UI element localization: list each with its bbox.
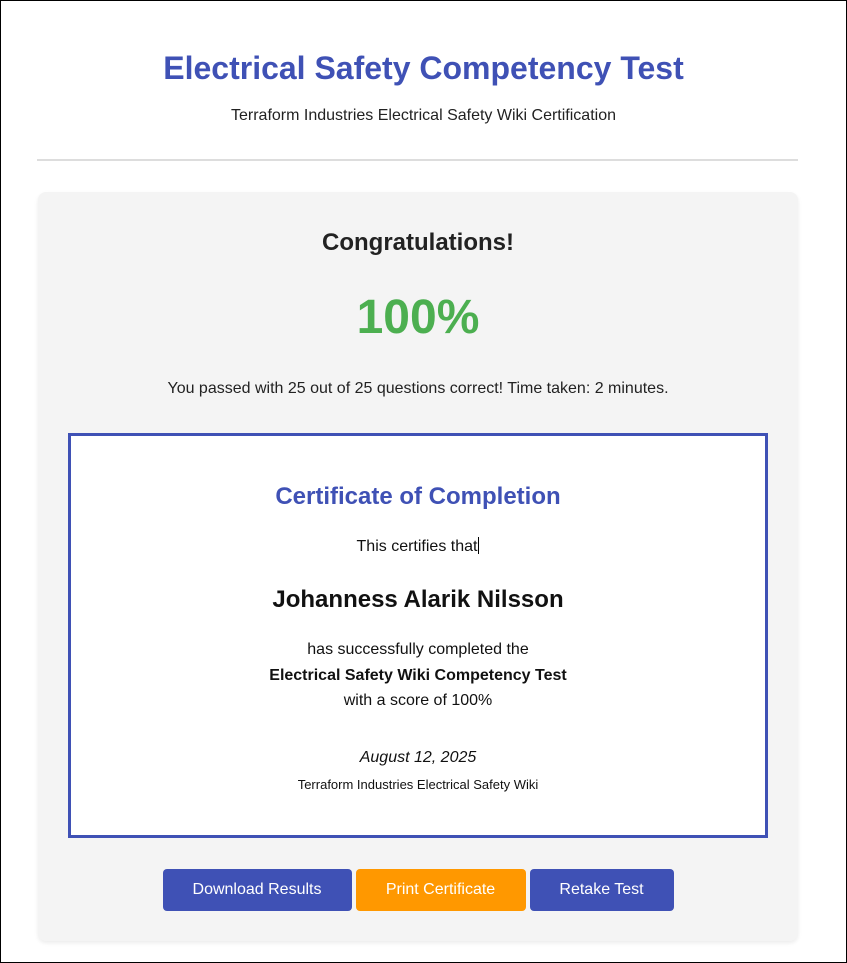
results-actions: [38, 869, 798, 911]
certificate-organization: Terraform Industries Electrical Safety Wiki: [297, 777, 539, 792]
certificate-completed-text: has successfully completed the: [307, 641, 529, 658]
certificate-score-text: with a score of 100%: [343, 692, 493, 709]
retake-test-button[interactable]: Retake Test: [530, 869, 674, 911]
download-results-button[interactable]: Download Results: [163, 869, 352, 911]
certificate: [68, 433, 768, 838]
results-card: [38, 192, 798, 941]
page-title: Electrical Safety Competency Test: [163, 50, 684, 86]
results-heading: Congratulations!: [322, 229, 514, 256]
certificate-certifies-text: This certifies that: [356, 538, 478, 555]
header-divider: [37, 159, 798, 161]
certificate-date: August 12, 2025: [359, 749, 477, 766]
page-header: [1, 1, 846, 125]
certificate-test-name: Electrical Safety Wiki Competency Test: [269, 667, 567, 684]
page-subtitle: Terraform Industries Electrical Safety Wiki Certification: [231, 107, 616, 124]
text-cursor: [478, 537, 479, 554]
certificate-certifies-line: [71, 537, 765, 556]
recipient-name: Johanness Alarik Nilsson: [272, 586, 564, 613]
print-certificate-button[interactable]: Print Certificate: [356, 869, 526, 911]
score-percentage: 100%: [356, 291, 480, 344]
certificate-title: Certificate of Completion: [275, 483, 561, 510]
results-summary: You passed with 25 out of 25 questions correct! Time taken: 2 minutes.: [167, 380, 669, 397]
